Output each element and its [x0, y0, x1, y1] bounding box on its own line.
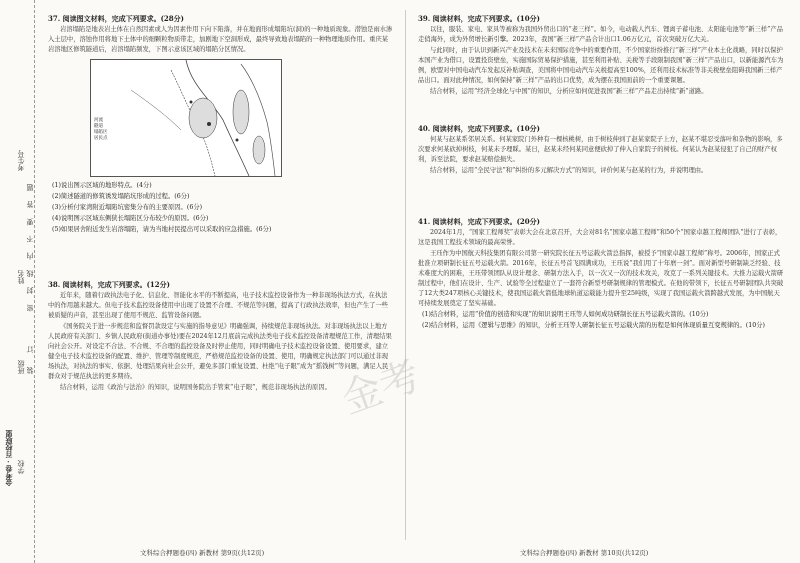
- watermark: 金考: [335, 352, 427, 424]
- question-38-material-1: 近年来，随着行政执法电子化、信息化、智能化水平的不断提高，电子技术监控设备作为一种非现场执法方式，在执法中的作用越来越大。但电子技术监控设备使用中出现了设置不合理、不规范等问题，提高了行政执法效率，但也产生了一些被质疑的声音，甚至出现了使用不规范、监管设备问题。: [48, 292, 389, 319]
- question-38-title: 38. 阅读材料，完成下列要求。(12分): [48, 280, 170, 289]
- question-37-sub-3: (3)分析付家湾附近塌陷坑密集分布的主要原因。(6分): [52, 204, 203, 211]
- map-collapse-zone-3: [253, 136, 265, 164]
- map-settlement-dot: [236, 139, 239, 142]
- binding-id-label: 考生号: [17, 150, 25, 171]
- question-39-material-2: 与此同时，由于认识到新兴产业及技术在未来国际竞争中的重要作用，不少国家纷纷推行“新三样”产业本土化战略，同时以保护本国产业为借口，设置投资壁垒，实施国际贸易保护措施，甚至利用补贴、关税等手段限制我国“新三样”产品出口，以新能源汽车为例，欧盟对中国电动汽车发起反补贴调查，美国将中国电动汽车关税提高至100%，还利用技术标准等非关税壁垒阻碍我国新三样产品出口。面对此种情况，如何保持“新三样”产品的出口优势，成为摆在我国面前的一个重要课题。: [418, 47, 784, 84]
- question-38-prompt: 结合材料，运用《政治与法治》的知识，说明国务院出手管束“电子眼”，规范非现场执法的原因。: [60, 384, 331, 391]
- map-legend-item: 居民点: [94, 136, 108, 141]
- binding-name-label: 姓名: [17, 270, 25, 284]
- right-page-footer: 文科综合押题卷(四) 新教材 第10页(共12页): [520, 549, 649, 557]
- binding-brand: 金考卷 · 百校联盟: [4, 430, 13, 487]
- left-page-footer: 文科综合押题卷(四) 新教材 第9页(共12页): [140, 549, 265, 557]
- question-37-sub-1: (1)说出图示区域的地形特点。(4分): [52, 182, 152, 189]
- map-collapse-zone-1: [189, 98, 217, 138]
- map-river-west: [131, 90, 181, 130]
- question-40-material: 何某与赵某系邻居关系。何某家院门外种有一棵核桃树，由于树枝伸到了赵某家院子上方，赵某不堪忍受落叶和杂物的影响，多次要求何某砍掉树枝，何某未予理睬。某日，赵某未经何某同意便砍掉了伸入自家院子的树枝。何某认为赵某侵犯了自己的财产权利，诉至法院，要求赵某赔偿损失。: [418, 136, 783, 163]
- question-41-material-2: 王珏作为中国航天科技集团有限公司第一研究院长征五号运载火箭总指挥，被授予“国家卓越工程师”称号。2006年，国家正式批准立项研制长征五号运载火箭。2016年，长征五号首飞圆满成功，王珏说“我们用了十年磨一剑”。面对新型号研制缺乏经验、技术难度大的困难，王珏带领团队从设计理念、研制方法入手，以一次又一次的技术攻关，攻克了一系列关键技术。大推力运载火箭研制过程中，他们在设计、生产、试验等全过程建立了一套符合新型号研制规律的管理模式。在他的带领下，长征五号研制团队共突破了12大类247项核心关键技术，使我国运载火箭低地球轨道运载能力提升至25吨级，实现了我国运载火箭跨越式发展，为中国航天可持续发展奠定了坚实基础。: [418, 250, 784, 307]
- map-legend-item: 塌陷区: [94, 130, 108, 135]
- karst-map-svg: [91, 60, 281, 176]
- question-38-material-2: 《国务院关于进一步规范和监督罚款设定与实施的指导意见》明确强调，持续规范非现场执法。对非现场执法以上地方人民政府有关部门、乡镇人民政府(街道办事处)要在2024年12月底前完成执法类电子技术监控设备清理规范工作，清理结果向社会公开。对设定不合法、不合规、不合理的监控设备及时停止使用，同时明确电子技术监控设备设置、使用要求，建立健全电子技术监控设备的配置、维护、管理等制度规范，严格规范监控设备的设置、使用，明确规定执法部门可以通过非现场执法，对执法的事实、依据、处理结果向社会公开，避免多部门重复设置、杜绝“电子眼”成为“摇钱树”等问题，满足人民群众对于规范执法的更多期待。: [48, 323, 392, 380]
- binding-class-label: 班级: [17, 360, 25, 374]
- question-41-title: 41. 阅读材料，完成下列要求。(20分): [418, 217, 540, 226]
- question-37-sub-4: (4)说明图示区域东侧狭长塌陷区分布较少的原因。(6分): [52, 215, 209, 222]
- question-41-sub-2: (2)结合材料，运用《逻辑与思维》的知识，分析王珏等人研制长征五号运载火箭的历程是如何体现质量互变规律的。(10分): [422, 322, 765, 329]
- question-41-material-1: 2024年1月，“国家工程师奖”表彰大会在北京召开，大会对81名“国家卓越工程师”和50个“国家卓越工程师团队”进行了表彰，这是我国工程技术领域的最高荣誉。: [418, 229, 782, 246]
- question-39-title: 39. 阅读材料，完成下列要求。(10分): [418, 14, 540, 23]
- binding-school-label: 学校: [17, 460, 25, 474]
- question-40-title: 40. 阅读材料，完成下列要求。(10分): [418, 124, 540, 133]
- karst-map-figure: [90, 59, 282, 177]
- column-divider: [405, 10, 406, 540]
- map-settlement-dot: [190, 101, 193, 104]
- question-40-prompt: 结合材料，运用“全民守法”和“纠纷的多元解决方式”的知识，评价何某与赵某的行为，并说明理由。: [430, 167, 708, 174]
- map-legend-item: 河流: [94, 118, 103, 123]
- map-collapse-zone-2: [233, 90, 249, 134]
- right-column: [418, 14, 784, 332]
- question-39-prompt: 结合材料，运用“经济全球化与中国”的知识，分析应如何促进我国“新三样”产品走出持续“新”道路。: [430, 88, 708, 95]
- question-39-material-1: 以往，服装、家电、家具等被称为我国外贸出口的“老三样”。如今，电动载人汽车、锂离子蓄电池、太阳能电池等“新三样”产品走俏海外，成为外贸增长新引擎。2023年，我国“新三样”产品合计出口1.06万亿元，首次突破万亿大关。: [418, 26, 783, 43]
- question-37-title: 37. 阅读图文材料，完成下列要求。(28分): [48, 14, 184, 23]
- question-37-sub-5: (5)如果居舍附近发生岩溶塌陷，请为当地村民提出可以采取的应急措施。(6分): [52, 226, 272, 233]
- binding-margin: [0, 0, 35, 563]
- map-settlement-dot: [207, 122, 211, 126]
- map-legend-item: 隧道: [94, 124, 103, 129]
- left-column: [48, 14, 393, 394]
- binding-seal-line: 密 封 线 内 不 要 答 题: [26, 180, 34, 312]
- question-41-sub-1: (1)结合材料，运用“价值的创造和实现”的知识说明王珏等人如何成功研制长征五号运载火箭的。(10分): [422, 311, 709, 318]
- map-legend: [94, 118, 108, 142]
- question-37-material: 岩溶塌陷是地表岩土体在自然因素或人为因素作用下向下陷落，并在地面形成塌陷坑(洞)的一种地质现象。潜蚀是雨水渗入土层中，溶蚀作用将地下土体中的细颗粒物质带走，加剧地下空洞形成，最终导致地表塌陷的一种物理地质作用。重庆某岩溶地区修筑隧道后，岩溶塌陷频发，下图示意该区域的塌陷分区情况。: [48, 26, 393, 53]
- binding-cut-label: 装 订: [26, 340, 34, 375]
- question-37-sub-2: (2)简述隧道的修筑诱发塌陷坑形成的过程。(6分): [52, 193, 190, 200]
